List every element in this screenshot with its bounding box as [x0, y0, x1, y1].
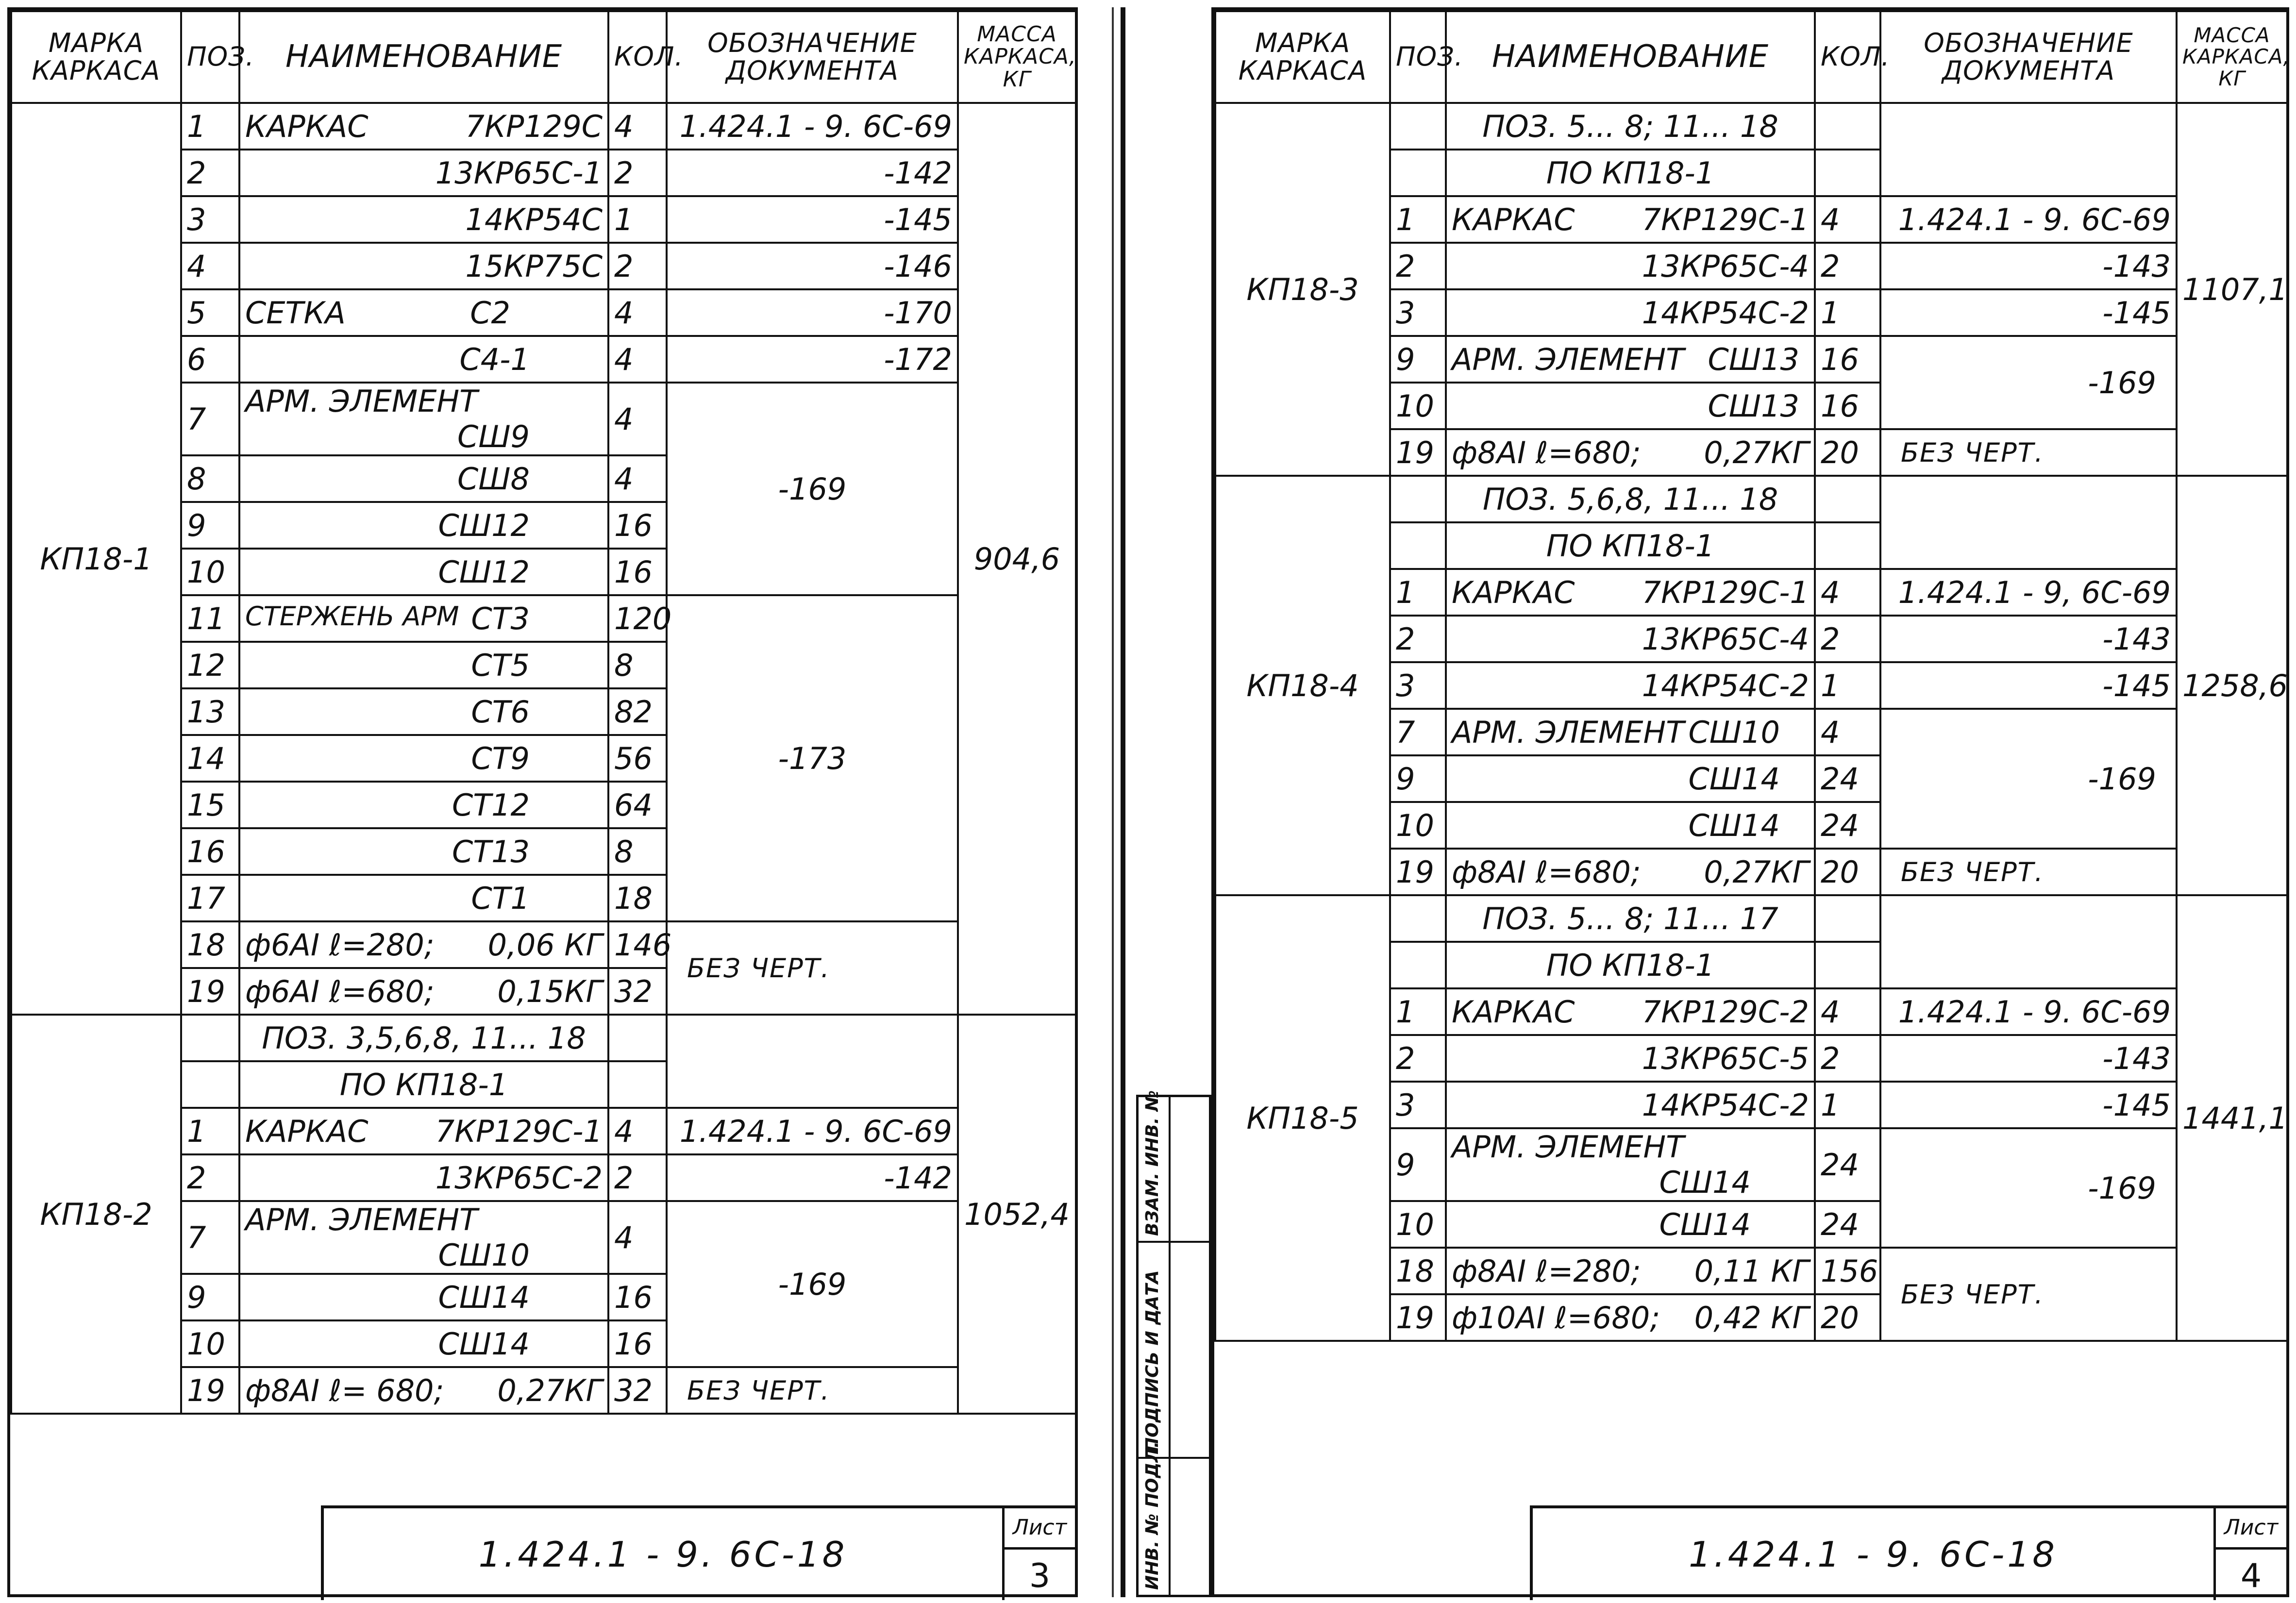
qty-cell: 20 [1815, 849, 1880, 895]
approval-stamp-strip [1136, 1090, 1211, 1597]
pos-cell: 5 [181, 289, 239, 336]
binding-spine [1121, 7, 1125, 1597]
name-cell: АРМ. ЭЛЕМЕНТ СШ10 [1446, 709, 1815, 755]
doc-cell: -143 [1880, 243, 2177, 289]
doc-cell: 1.424.1 - 9. 6С-69 [1880, 196, 2177, 243]
pos-cell: 3 [1390, 289, 1446, 336]
pos-cell [181, 1015, 239, 1061]
qty-cell [1815, 522, 1880, 569]
name-cell: ф8АI ℓ=680; 0,27КГ [1446, 429, 1815, 476]
qty-cell: 2 [608, 1154, 667, 1201]
doc-cell [1880, 476, 2177, 569]
mass-kp18-4: 1258,6 [2177, 476, 2287, 895]
qty-cell: 16 [1815, 383, 1880, 429]
doc-cell: -145 [1880, 662, 2177, 709]
name-cell: ф8АI ℓ= 680; 0,27КГ [239, 1367, 608, 1414]
col-mark-header: МАРКА КАРКАСА [1215, 11, 1390, 103]
title-block-sheet-3 [321, 1505, 1075, 1600]
qty-cell [1815, 476, 1880, 522]
mass-kp18-1: 904,6 [958, 103, 1076, 1015]
doc-cell: -169 [1880, 1128, 2177, 1248]
qty-cell: 4 [608, 103, 667, 150]
qty-cell: 2 [608, 243, 667, 289]
doc-cell: -143 [1880, 1035, 2177, 1082]
reference-note: ПОЗ. 3,5,6,8, 11... 18 [239, 1015, 608, 1061]
pos-cell [1390, 942, 1446, 988]
name-cell: КАРКАС 7КР129С-2 [1446, 988, 1815, 1035]
pos-cell: 7 [181, 383, 239, 455]
name-cell: 14КР54С-2 [1446, 662, 1815, 709]
pos-cell: 1 [1390, 569, 1446, 616]
qty-cell: 18 [608, 875, 667, 921]
qty-cell: 2 [1815, 616, 1880, 662]
pos-cell: 8 [181, 455, 239, 502]
doc-cell: 1.424.1 - 9. 6С-69 [667, 103, 958, 150]
mass-kp18-2: 1052,4 [958, 1015, 1076, 1414]
pos-cell: 19 [181, 968, 239, 1015]
pos-cell: 2 [1390, 1035, 1446, 1082]
qty-cell: 16 [1815, 336, 1880, 383]
pos-cell: 2 [1390, 616, 1446, 662]
doc-cell: -143 [1880, 616, 2177, 662]
name-cell: СТ12 [239, 782, 608, 828]
qty-cell: 4 [608, 455, 667, 502]
pos-cell: 3 [181, 196, 239, 243]
qty-cell: 16 [608, 1274, 667, 1320]
name-cell: СТ13 [239, 828, 608, 875]
qty-cell: 24 [1815, 1128, 1880, 1201]
name-cell: 14КР54С [239, 196, 608, 243]
qty-cell: 20 [1815, 429, 1880, 476]
name-cell: ф6АI ℓ=680; 0,15КГ [239, 968, 608, 1015]
qty-cell: 4 [608, 1108, 667, 1154]
doc-cell: -145 [1880, 1082, 2177, 1128]
name-cell: СТ1 [239, 875, 608, 921]
table-row [1215, 895, 2287, 942]
doc-cell: БЕЗ ЧЕРТ. [1880, 1248, 2177, 1341]
qty-cell: 2 [608, 150, 667, 196]
pos-cell: 9 [1390, 336, 1446, 383]
reference-note: ПО КП18-1 [239, 1061, 608, 1108]
qty-cell: 56 [608, 735, 667, 782]
name-cell: 13КР65С-4 [1446, 243, 1815, 289]
doc-cell: -169 [1880, 709, 2177, 849]
name-cell: КАРКАС 7КР129С-1 [1446, 196, 1815, 243]
pos-cell: 10 [181, 1320, 239, 1367]
pos-cell: 10 [181, 549, 239, 595]
doc-cell: -142 [667, 1154, 958, 1201]
table-row [1215, 103, 2287, 150]
col-pos-header: ПОЗ. [1390, 11, 1446, 103]
name-cell: СЕТКА С2 [239, 289, 608, 336]
pos-cell [1390, 476, 1446, 522]
qty-cell: 2 [1815, 1035, 1880, 1082]
qty-cell: 24 [1815, 1201, 1880, 1248]
pos-cell: 13 [181, 688, 239, 735]
name-cell: СШ12 [239, 502, 608, 549]
name-cell: СШ8 [239, 455, 608, 502]
sheet-number-box [1002, 1508, 1075, 1600]
pos-cell: 19 [1390, 429, 1446, 476]
reference-note: ПО КП18-1 [1446, 522, 1815, 569]
doc-cell [1880, 895, 2177, 988]
pos-cell: 18 [181, 921, 239, 968]
mass-kp18-5: 1441,1 [2177, 895, 2287, 1341]
pos-cell: 19 [1390, 849, 1446, 895]
col-qty-header: КОЛ. [608, 11, 667, 103]
header-row [1215, 11, 2287, 103]
qty-cell: 4 [1815, 709, 1880, 755]
qty-cell: 156 [1815, 1248, 1880, 1294]
col-mark-header: МАРКА КАРКАСА [11, 11, 181, 103]
qty-cell: 8 [608, 828, 667, 875]
qty-cell: 4 [1815, 196, 1880, 243]
table-row [11, 103, 1076, 150]
document-code: 1.424.1 - 9. 6С-18 [1689, 1534, 2058, 1575]
name-cell: СТЕРЖЕНЬ АРМ СТ3 [239, 595, 608, 642]
sheet-number: 4 [2240, 1557, 2262, 1595]
name-cell: АРМ. ЭЛЕМЕНТ СШ9 [239, 383, 608, 455]
spec-table-sheet-3 [10, 10, 1077, 1415]
doc-cell: БЕЗ ЧЕРТ. [667, 921, 958, 1015]
pos-cell: 19 [1390, 1294, 1446, 1341]
pos-cell [1390, 895, 1446, 942]
doc-cell: -172 [667, 336, 958, 383]
qty-cell: 16 [608, 502, 667, 549]
sheet-number: 3 [1029, 1557, 1051, 1595]
pos-cell: 3 [1390, 1082, 1446, 1128]
pos-cell: 9 [181, 1274, 239, 1320]
pos-cell: 15 [181, 782, 239, 828]
name-cell: 13КР65С-4 [1446, 616, 1815, 662]
qty-cell: 32 [608, 968, 667, 1015]
pos-cell: 12 [181, 642, 239, 688]
mark-kp18-2: КП18-2 [11, 1015, 181, 1414]
name-cell: СТ6 [239, 688, 608, 735]
qty-cell [1815, 895, 1880, 942]
stamp-cell-sign: ПОДПИСЬ И ДАТА [1139, 1243, 1209, 1459]
doc-cell: БЕЗ ЧЕРТ. [667, 1367, 958, 1414]
name-cell: СШ14 [239, 1320, 608, 1367]
name-cell: АРМ. ЭЛЕМЕНТ СШ14 [1446, 1128, 1815, 1201]
name-cell: АРМ. ЭЛЕМЕНТ СШ13 [1446, 336, 1815, 383]
qty-cell [608, 1015, 667, 1061]
sheet-label: Лист [1005, 1508, 1075, 1550]
qty-cell: 4 [608, 383, 667, 455]
pos-cell: 10 [1390, 383, 1446, 429]
name-cell: СШ14 [1446, 802, 1815, 849]
col-mass-header: МАССА КАРКАСА, КГ [2177, 11, 2287, 103]
doc-cell: -173 [667, 595, 958, 921]
pos-cell: 3 [1390, 662, 1446, 709]
qty-cell: 32 [608, 1367, 667, 1414]
mark-kp18-1: КП18-1 [11, 103, 181, 1015]
name-cell: ф10АI ℓ=680; 0,42 КГ [1446, 1294, 1815, 1341]
table-row [11, 1015, 1076, 1061]
col-name-header: НАИМЕНОВАНИЕ [239, 11, 608, 103]
doc-cell [1880, 103, 2177, 196]
col-pos-header: ПОЗ. [181, 11, 239, 103]
qty-cell: 1 [1815, 662, 1880, 709]
sheet-4 [1211, 7, 2289, 1597]
pos-cell: 18 [1390, 1248, 1446, 1294]
col-name-header: НАИМЕНОВАНИЕ [1446, 11, 1815, 103]
pos-cell: 1 [181, 1108, 239, 1154]
stamp-cell-vzam: ВЗАМ. ИНВ. № [1139, 1097, 1209, 1243]
name-cell: СТ9 [239, 735, 608, 782]
pos-cell: 1 [1390, 196, 1446, 243]
name-cell: СШ14 [1446, 755, 1815, 802]
title-block-sheet-4 [1530, 1505, 2286, 1600]
col-doc-header: ОБОЗНАЧЕНИЕ ДОКУМЕНТА [1880, 11, 2177, 103]
name-cell: 13КР65С-1 [239, 150, 608, 196]
doc-cell: 1.424.1 - 9. 6С-69 [667, 1108, 958, 1154]
reference-note: ПОЗ. 5... 8; 11... 17 [1446, 895, 1815, 942]
name-cell: СШ13 [1446, 383, 1815, 429]
sheet-3 [7, 7, 1078, 1597]
reference-note: ПО КП18-1 [1446, 150, 1815, 196]
qty-cell: 8 [608, 642, 667, 688]
col-qty-header: КОЛ. [1815, 11, 1880, 103]
sheet-label: Лист [2216, 1508, 2286, 1550]
name-cell: 14КР54С-2 [1446, 1082, 1815, 1128]
page-gutter-line [1112, 7, 1114, 1597]
mark-kp18-5: КП18-5 [1215, 895, 1390, 1341]
qty-cell: 120 [608, 595, 667, 642]
pos-cell: 1 [181, 103, 239, 150]
name-cell: 15КР75С [239, 243, 608, 289]
qty-cell: 16 [608, 549, 667, 595]
pos-cell: 9 [1390, 1128, 1446, 1201]
mass-kp18-3: 1107,1 [2177, 103, 2287, 476]
qty-cell [608, 1061, 667, 1108]
doc-cell: 1.424.1 - 9. 6С-69 [1880, 988, 2177, 1035]
reference-note: ПОЗ. 5... 8; 11... 18 [1446, 103, 1815, 150]
sheet-number-box [2213, 1508, 2286, 1600]
pos-cell: 10 [1390, 802, 1446, 849]
pos-cell: 1 [1390, 988, 1446, 1035]
reference-note: ПО КП18-1 [1446, 942, 1815, 988]
header-row [11, 11, 1076, 103]
doc-cell: -169 [667, 1201, 958, 1367]
doc-cell: -169 [1880, 336, 2177, 429]
pos-cell: 2 [181, 150, 239, 196]
pos-cell: 2 [1390, 243, 1446, 289]
name-cell: СШ14 [1446, 1201, 1815, 1248]
qty-cell: 82 [608, 688, 667, 735]
document-code: 1.424.1 - 9. 6С-18 [478, 1534, 848, 1575]
name-cell: ф8АI ℓ=280; 0,11 КГ [1446, 1248, 1815, 1294]
qty-cell: 4 [608, 1201, 667, 1274]
qty-cell: 1 [1815, 289, 1880, 336]
qty-cell: 1 [608, 196, 667, 243]
name-cell: КАРКАС 7КР129С-1 [1446, 569, 1815, 616]
name-cell: ф6АI ℓ=280; 0,06 КГ [239, 921, 608, 968]
doc-cell: -145 [667, 196, 958, 243]
pos-cell: 17 [181, 875, 239, 921]
name-cell: С4-1 [239, 336, 608, 383]
qty-cell: 2 [1815, 243, 1880, 289]
pos-cell: 9 [181, 502, 239, 549]
doc-cell: -169 [667, 383, 958, 595]
doc-cell: -146 [667, 243, 958, 289]
pos-cell: 16 [181, 828, 239, 875]
name-cell: ф8АI ℓ=680; 0,27КГ [1446, 849, 1815, 895]
qty-cell [1815, 150, 1880, 196]
name-cell: СШ12 [239, 549, 608, 595]
pos-cell: 10 [1390, 1201, 1446, 1248]
qty-cell [1815, 942, 1880, 988]
reference-note: ПОЗ. 5,6,8, 11... 18 [1446, 476, 1815, 522]
pos-cell [1390, 150, 1446, 196]
pos-cell: 2 [181, 1154, 239, 1201]
table-row [1215, 476, 2287, 522]
qty-cell: 146 [608, 921, 667, 968]
qty-cell: 4 [608, 336, 667, 383]
qty-cell: 24 [1815, 755, 1880, 802]
name-cell: 13КР65С-2 [239, 1154, 608, 1201]
name-cell: СТ5 [239, 642, 608, 688]
pos-cell: 7 [1390, 709, 1446, 755]
spec-table-sheet-4 [1214, 10, 2288, 1342]
qty-cell: 64 [608, 782, 667, 828]
pos-cell: 14 [181, 735, 239, 782]
pos-cell: 19 [181, 1367, 239, 1414]
name-cell: АРМ. ЭЛЕМЕНТ СШ10 [239, 1201, 608, 1274]
pos-cell: 7 [181, 1201, 239, 1274]
doc-cell: -170 [667, 289, 958, 336]
qty-cell: 4 [1815, 988, 1880, 1035]
stamp-cell-inv: ИНВ. № ПОДЛ. [1142, 1441, 1162, 1590]
col-mass-header: МАССА КАРКАСА, КГ [958, 11, 1076, 103]
pos-cell [1390, 103, 1446, 150]
pos-cell [181, 1061, 239, 1108]
qty-cell: 1 [1815, 1082, 1880, 1128]
qty-cell: 4 [608, 289, 667, 336]
name-cell: СШ14 [239, 1274, 608, 1320]
doc-cell: -142 [667, 150, 958, 196]
doc-cell [667, 1015, 958, 1108]
doc-cell: 1.424.1 - 9, 6С-69 [1880, 569, 2177, 616]
qty-cell [1815, 103, 1880, 150]
qty-cell: 4 [1815, 569, 1880, 616]
pos-cell: 6 [181, 336, 239, 383]
name-cell: 14КР54С-2 [1446, 289, 1815, 336]
qty-cell: 24 [1815, 802, 1880, 849]
doc-cell: -145 [1880, 289, 2177, 336]
name-cell: КАРКАС 7КР129С [239, 103, 608, 150]
qty-cell: 16 [608, 1320, 667, 1367]
name-cell: КАРКАС 7КР129С-1 [239, 1108, 608, 1154]
mark-kp18-3: КП18-3 [1215, 103, 1390, 476]
pos-cell: 11 [181, 595, 239, 642]
doc-cell: БЕЗ ЧЕРТ. [1880, 849, 2177, 895]
mark-kp18-4: КП18-4 [1215, 476, 1390, 895]
doc-cell: БЕЗ ЧЕРТ. [1880, 429, 2177, 476]
pos-cell: 4 [181, 243, 239, 289]
name-cell: 13КР65С-5 [1446, 1035, 1815, 1082]
qty-cell: 20 [1815, 1294, 1880, 1341]
col-doc-header: ОБОЗНАЧЕНИЕ ДОКУМЕНТА [667, 11, 958, 103]
pos-cell [1390, 522, 1446, 569]
pos-cell: 9 [1390, 755, 1446, 802]
